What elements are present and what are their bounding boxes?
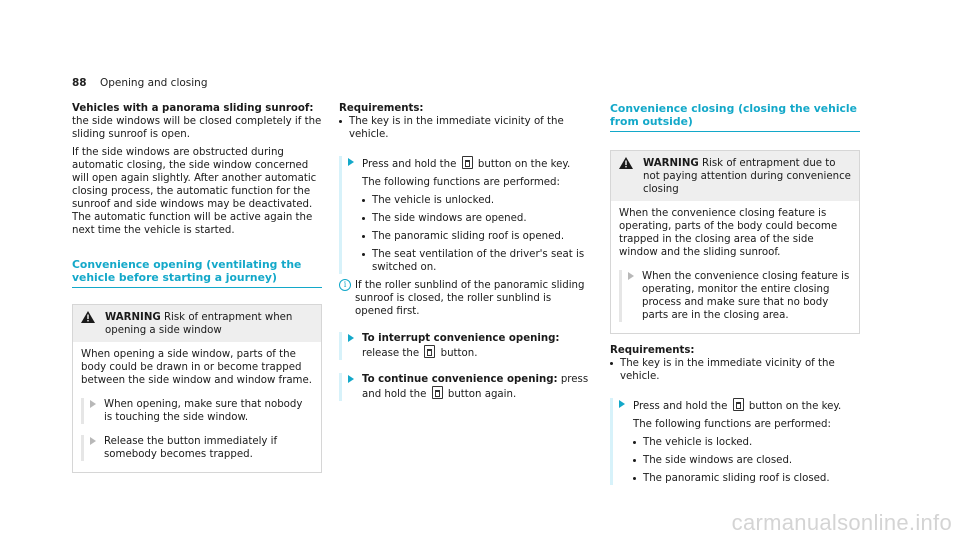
continue-text-b: button again. — [447, 389, 517, 400]
step-text — [362, 156, 589, 171]
list-item — [633, 454, 860, 467]
step-text-b: button on the key. — [477, 159, 571, 170]
instruction-step — [339, 373, 589, 401]
list-item — [633, 472, 860, 485]
warning-label: WARNING — [643, 158, 699, 169]
step-arrow-icon — [348, 158, 354, 166]
list-item — [362, 248, 589, 274]
functions-list — [633, 436, 860, 485]
list-item — [362, 194, 589, 207]
bullet-icon — [362, 235, 365, 238]
function-text: The vehicle is unlocked. — [372, 195, 495, 206]
column-left — [72, 102, 322, 473]
unlock-key-icon — [432, 386, 443, 399]
intro-text: the side windows will be closed completely if the sliding sunroof is open. — [72, 116, 322, 140]
list-item — [610, 357, 860, 383]
intro-paragraph — [72, 102, 322, 141]
list-item — [339, 115, 589, 141]
instruction-step — [339, 332, 589, 360]
interrupt-text-a: release the — [362, 348, 420, 359]
column-right — [610, 102, 860, 490]
bullet-icon — [362, 253, 365, 256]
section-name: Opening and closing — [99, 77, 208, 89]
bullet-icon — [362, 217, 365, 220]
step-text-b: button on the key. — [748, 401, 842, 412]
requirements-list — [339, 115, 589, 141]
list-item — [362, 212, 589, 225]
step-text — [633, 398, 860, 413]
warning-text: When the convenience closing feature is operating, parts of the body could become trapped in the closing area of the side window and the sliding sunroof. — [619, 208, 838, 258]
unlock-key-icon — [462, 156, 473, 169]
instruction-step — [610, 398, 860, 485]
obstruction-paragraph: If the side windows are obstructed during automatic closing, the side window concerned will open again slightly. After another automatic closing process, the automatic function for the sunroof and side windows may be deactivated. The automatic function will be active again the next time the vehicle is started. — [72, 147, 317, 236]
warning-box — [72, 304, 322, 473]
functions-intro: The following functions are performed: — [633, 419, 831, 430]
list-item — [633, 436, 860, 449]
interrupt-text — [362, 332, 589, 360]
warning-text: When opening a side window, parts of the body could be drawn in or become trapped between the side window and window frame. — [81, 349, 312, 386]
warning-header — [611, 151, 859, 201]
functions-intro: The following functions are performed: — [362, 177, 560, 188]
warning-step — [81, 435, 313, 461]
page-number: 88 — [72, 77, 87, 89]
continue-text — [362, 373, 589, 401]
info-icon: i — [339, 279, 351, 291]
step-arrow-icon — [90, 400, 96, 408]
section-title-convenience-opening: Convenience opening (ventilating the vehicle before starting a journey) — [72, 258, 322, 288]
interrupt-text-b: button. — [440, 348, 478, 359]
warning-title: Risk of entrapment when opening a side window — [105, 312, 293, 336]
requirement-text: The key is in the immediate vicinity of the vehicle. — [620, 358, 835, 382]
warning-label: WARNING — [105, 312, 161, 323]
functions-list — [362, 194, 589, 274]
warning-body — [73, 342, 321, 472]
step-arrow-icon — [628, 272, 634, 280]
list-item — [362, 230, 589, 243]
bullet-icon — [339, 120, 342, 123]
function-text: The seat ventilation of the driver's seat is switched on. — [372, 249, 585, 273]
warning-body — [611, 201, 859, 333]
function-text: The side windows are closed. — [643, 455, 793, 466]
warning-triangle-icon — [81, 311, 95, 323]
warning-step — [619, 270, 851, 322]
warning-box — [610, 150, 860, 334]
step-text-a: Press and hold the — [362, 159, 457, 170]
unlock-key-icon — [424, 345, 435, 358]
warning-triangle-icon — [619, 157, 633, 169]
warning-header — [73, 305, 321, 342]
bullet-icon — [633, 459, 636, 462]
warning-step-text: Release the button immediately if somebody becomes trapped. — [104, 436, 278, 460]
warning-step — [81, 398, 313, 424]
bullet-icon — [362, 199, 365, 202]
step-arrow-icon — [348, 334, 354, 342]
step-arrow-icon — [348, 375, 354, 383]
requirements-label: Requirements: — [339, 103, 424, 114]
continue-text-a: press and hold the — [362, 374, 589, 400]
bullet-icon — [610, 362, 613, 365]
note-text: If the roller sunblind of the panoramic sliding sunroof is closed, the roller sunblind is opened first. — [355, 280, 585, 317]
lock-key-icon — [733, 398, 744, 411]
page-header — [72, 77, 208, 90]
intro-bold: Vehicles with a panorama sliding sunroof: — [72, 103, 314, 114]
step-text-a: Press and hold the — [633, 401, 728, 412]
bullet-icon — [633, 477, 636, 480]
section-title-convenience-closing: Convenience closing (closing the vehicle from outside) — [610, 102, 860, 132]
step-arrow-icon — [90, 437, 96, 445]
function-text: The side windows are opened. — [372, 213, 527, 224]
function-text: The panoramic sliding roof is closed. — [643, 473, 830, 484]
requirement-text: The key is in the immediate vicinity of the vehicle. — [349, 116, 564, 140]
warning-step-text: When the convenience closing feature is operating, monitor the entire closing process and make sure that no body parts are in the closing area. — [642, 271, 850, 321]
function-text: The vehicle is locked. — [643, 437, 753, 448]
watermark: carmanualsonline.info — [731, 510, 952, 535]
step-arrow-icon — [619, 400, 625, 408]
requirements-label: Requirements: — [610, 345, 695, 356]
requirements-list — [610, 357, 860, 383]
function-text: The panoramic sliding roof is opened. — [372, 231, 565, 242]
warning-step-text: When opening, make sure that nobody is touching the side window. — [104, 399, 303, 423]
warning-title: Risk of entrapment due to not paying attention during convenience closing — [643, 158, 851, 195]
bullet-icon — [633, 441, 636, 444]
instruction-step — [339, 156, 589, 274]
column-middle — [339, 102, 589, 406]
interrupt-bold: To interrupt convenience opening: — [362, 333, 560, 344]
info-note — [339, 279, 589, 318]
continue-bold: To continue convenience opening: — [362, 374, 558, 385]
